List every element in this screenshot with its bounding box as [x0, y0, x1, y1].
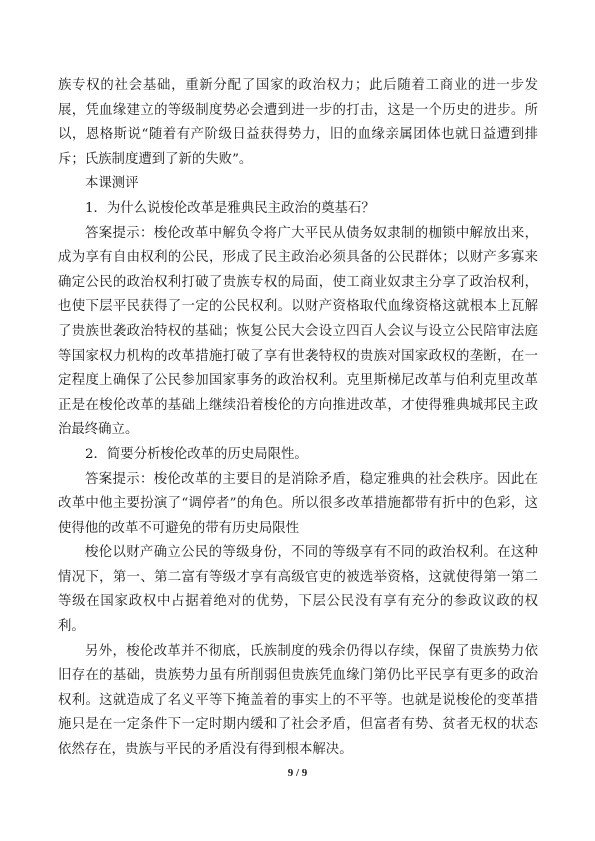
- question-1: 1．为什么说梭伦改革是雅典民主政治的奠基石？: [85, 200, 375, 216]
- document-body: [58, 74, 538, 763]
- section-heading: 本课测评: [85, 176, 139, 192]
- answer-2: 答案提示：梭伦改革的主要目的是消除矛盾，稳定雅典的社会秩序。因此在改革中他主要扮演了“调停者”的角色。所以很多改革措施都带有折中的色彩，这使得他的改革不可避免的带有历史局限性: [58, 471, 538, 536]
- question-2: 2．简要分析梭伦改革的历史局限性。: [85, 446, 308, 462]
- page-number: 9 / 9: [287, 767, 308, 779]
- answer-1: 答案提示：梭伦改革中解负令将广大平民从债务奴隶制的枷锁中解放出来，成为享有自由权利的公民，形成了民主政治必须具备的公民群体；以财产多寡来确定公民的政治权利打破了贵族专权的局面，使工商业奴隶主分享了政治权利，也使下层平民获得了一定的公民权利。以财产资格取代血缘资格这就根本上瓦解了贵族世袭政治特权的基础；恢复公民大会设立四百人会议与设立公民陪审法庭等国家权力机构的改革措施打破了享有世袭特权的贵族对国家政权的垄断，在一定程度上确保了公民参加国家事务的政治权利。克里斯梯尼改革与伯利克里改革正是在梭伦改革的基础上继续沿着梭伦的方向推进改革，才使得雅典城邦民主政治最终确立。: [58, 225, 538, 438]
- paragraph-continuation: 族专权的社会基础，重新分配了国家的政治权力；此后随着工商业的进一步发展，凭血缘建立的等级制度势必会遭到进一步的打击，这是一个历史的进步。所以，恩格斯说“随着有产阶级日益获得势力，旧的血缘亲属团体也就日益遭到排斥；氏族制度遭到了新的失败”。: [58, 78, 538, 167]
- answer-2-paragraph-2: 梭伦以财产确立公民的等级身份，不同的等级享有不同的政治权利。在这种情况下，第一、第二富有等级才享有高级官吏的被选举资格，这就使得第一第二等级在国家政权中占据着绝对的优势，下层公民没有享有充分的参政议政的权利。: [58, 545, 538, 635]
- answer-2-paragraph-3: 另外，梭伦改革并不彻底，氏族制度的残余仍得以存续，保留了贵族势力依旧存在的基础，贵族势力虽有所削弱但贵族凭血缘门第仍比平民享有更多的政治权利。这就造成了名义平等下掩盖着的事实上的不平等。也就是说梭伦的变革措施只是在一定条件下一定时期内缓和了社会矛盾，但富者有势、贫者无权的状态依然存在，贵族与平民的矛盾没有得到根本解决。: [58, 643, 538, 758]
